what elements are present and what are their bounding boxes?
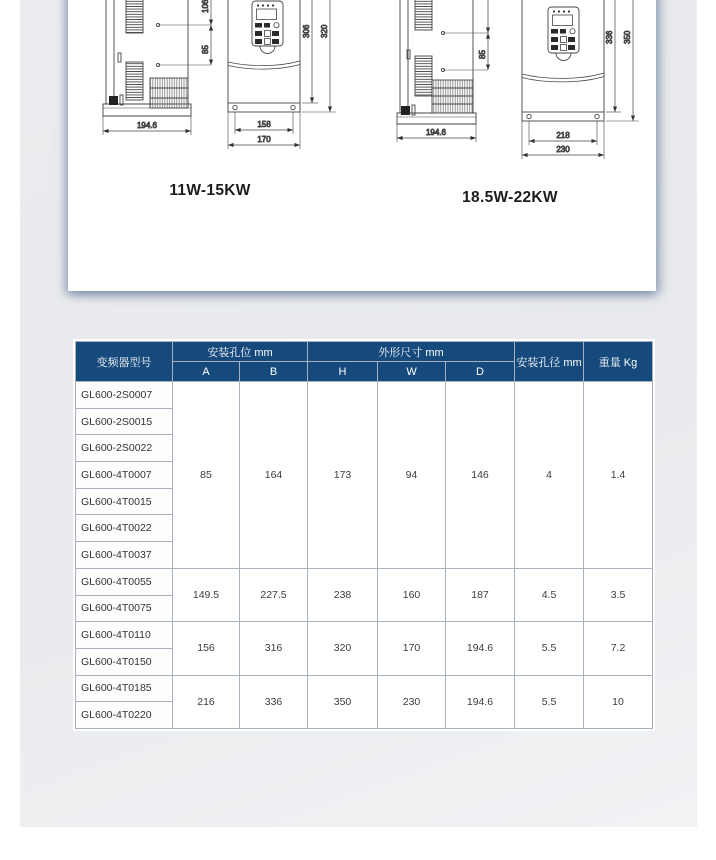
dim-label-top: 106 bbox=[201, 0, 210, 13]
header-sub-a: A bbox=[173, 362, 240, 382]
dim-label-h-outer: 320 bbox=[320, 24, 329, 38]
value-cell-hole: 4 bbox=[515, 382, 584, 569]
model-cell: GL600-4T0037 bbox=[76, 542, 173, 569]
dim-label-hole-span: 85 bbox=[201, 45, 210, 54]
header-dims-group: 外形尺寸 mm bbox=[308, 342, 515, 362]
dim-label-h-outer: 350 bbox=[623, 30, 632, 44]
value-cell-H: 320 bbox=[308, 622, 378, 675]
header-model: 变频器型号 bbox=[76, 342, 173, 382]
value-cell-D: 194.6 bbox=[446, 675, 515, 728]
dim-label-w-outer: 230 bbox=[556, 145, 570, 154]
dim-label-h-inner: 336 bbox=[605, 30, 614, 44]
dim-label-w-inner: 218 bbox=[556, 131, 570, 140]
spec-table-body bbox=[76, 382, 653, 729]
model-cell: GL600-4T0150 bbox=[76, 648, 173, 675]
table-row bbox=[76, 675, 653, 702]
value-cell-weight: 3.5 bbox=[584, 568, 653, 621]
dim-label-h-inner: 306 bbox=[302, 24, 311, 38]
model-cell: GL600-4T0220 bbox=[76, 702, 173, 729]
model-cell: GL600-4T0022 bbox=[76, 515, 173, 542]
header-sub-h: H bbox=[308, 362, 378, 382]
header-sub-w: W bbox=[378, 362, 446, 382]
value-cell-D: 146 bbox=[446, 382, 515, 569]
spec-table-wrapper bbox=[73, 339, 655, 731]
model-cell: GL600-4T0007 bbox=[76, 462, 173, 489]
value-cell-W: 170 bbox=[378, 622, 446, 675]
model-cell: GL600-4T0055 bbox=[76, 568, 173, 595]
value-cell-D: 194.6 bbox=[446, 622, 515, 675]
fig2-front-view-drawing bbox=[522, 0, 639, 159]
value-cell-B: 164 bbox=[240, 382, 308, 569]
dim-label-w-outer: 170 bbox=[257, 135, 271, 144]
fig1-front-view-drawing bbox=[228, 0, 336, 149]
table-row bbox=[76, 382, 653, 409]
dim-label-depth: 194.6 bbox=[136, 121, 158, 130]
spec-table-header bbox=[76, 342, 653, 382]
table-row bbox=[76, 622, 653, 649]
value-cell-H: 238 bbox=[308, 568, 378, 621]
dim-label-depth: 194.6 bbox=[425, 128, 447, 137]
model-cell: GL600-4T0185 bbox=[76, 675, 173, 702]
model-cell: GL600-4T0110 bbox=[76, 622, 173, 649]
spec-table bbox=[75, 341, 653, 729]
value-cell-hole: 4.5 bbox=[515, 568, 584, 621]
value-cell-W: 94 bbox=[378, 382, 446, 569]
value-cell-weight: 10 bbox=[584, 675, 653, 728]
value-cell-W: 230 bbox=[378, 675, 446, 728]
model-cell: GL600-4T0075 bbox=[76, 595, 173, 622]
value-cell-H: 350 bbox=[308, 675, 378, 728]
dim-label-hole-span: 85 bbox=[478, 50, 487, 59]
header-hole: 安装孔径 mm bbox=[515, 342, 584, 382]
header-sub-d: D bbox=[446, 362, 515, 382]
figure-label-18-5w-22kw: 18.5W-22KW bbox=[462, 189, 558, 206]
table-row bbox=[76, 568, 653, 595]
model-cell: GL600-4T0015 bbox=[76, 488, 173, 515]
header-mount-group: 安装孔位 mm bbox=[173, 342, 308, 362]
value-cell-A: 216 bbox=[173, 675, 240, 728]
value-cell-W: 160 bbox=[378, 568, 446, 621]
value-cell-A: 149.5 bbox=[173, 568, 240, 621]
header-sub-b: B bbox=[240, 362, 308, 382]
figure-label-11w-15kw: 11W-15KW bbox=[169, 182, 251, 199]
value-cell-B: 336 bbox=[240, 675, 308, 728]
value-cell-H: 173 bbox=[308, 382, 378, 569]
value-cell-weight: 7.2 bbox=[584, 622, 653, 675]
value-cell-A: 85 bbox=[173, 382, 240, 569]
value-cell-hole: 5.5 bbox=[515, 622, 584, 675]
value-cell-hole: 5.5 bbox=[515, 675, 584, 728]
model-cell: GL600-2S0007 bbox=[76, 382, 173, 409]
value-cell-B: 227.5 bbox=[240, 568, 308, 621]
model-cell: GL600-2S0015 bbox=[76, 408, 173, 435]
value-cell-B: 316 bbox=[240, 622, 308, 675]
value-cell-weight: 1.4 bbox=[584, 382, 653, 569]
value-cell-D: 187 bbox=[446, 568, 515, 621]
model-cell: GL600-2S0022 bbox=[76, 435, 173, 462]
value-cell-A: 156 bbox=[173, 622, 240, 675]
dim-label-w-inner: 158 bbox=[257, 120, 271, 129]
header-weight: 重量 Kg bbox=[584, 342, 653, 382]
fig1-side-view-drawing bbox=[103, 0, 211, 135]
fig2-side-view-drawing bbox=[397, 0, 488, 142]
